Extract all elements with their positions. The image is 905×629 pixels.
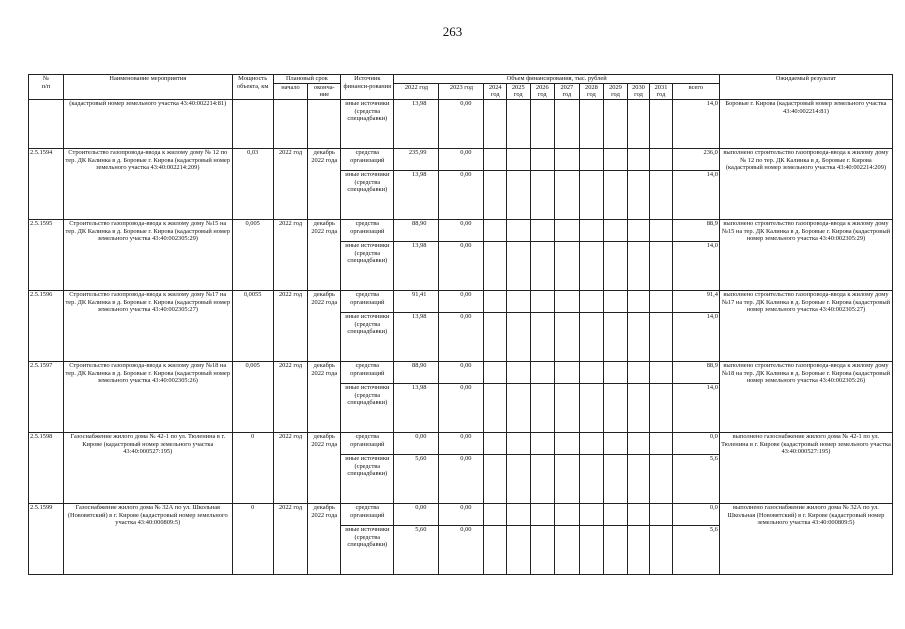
row-start: 2022 год: [273, 504, 308, 575]
row-num: 2.5.1595: [29, 220, 64, 291]
table-row: [29, 291, 893, 313]
header-year: 2026 год: [530, 83, 555, 99]
header-year: 2022 год: [394, 83, 439, 99]
row-org-total: 91,4: [672, 291, 719, 313]
table-row-continuation: [29, 100, 893, 149]
header-year: 2027 год: [555, 83, 580, 99]
row-other-2022: 13,98: [394, 313, 439, 362]
header-end: оконча-ние: [308, 83, 341, 99]
header-power: Мощность объекта, км: [232, 75, 273, 100]
row-other-2022: 5,60: [394, 526, 439, 575]
row-power: 0,03: [232, 149, 273, 220]
row-start: 2022 год: [273, 291, 308, 362]
row-org-2023: 0,00: [439, 433, 484, 455]
row-source-other: иные источники (средства спецнадбавки): [341, 526, 394, 575]
row-source-org: средства организаций: [341, 433, 394, 455]
row-end: декабрь 2022 года: [308, 504, 341, 575]
row-result: выполнено газоснабжение жилого дома № 42-1 по ул. Тюленина в г. Кирове (кадастровый номер земельного участка 43:40:000527:195): [719, 433, 892, 504]
table-row: [29, 149, 893, 171]
row-other-total: 14,0: [672, 171, 719, 220]
table-row: [29, 433, 893, 455]
row-name: Строительство газопровода-ввода к жилому дому № 12 по тер. ДК Калинка в д. Боровые г. Кирова (кадастровый номер земельного участка 43:40:002214:209): [63, 149, 232, 220]
header-num: № п/п: [29, 75, 64, 100]
table-row: [29, 220, 893, 242]
row-org-2022: 0,00: [394, 433, 439, 455]
row-result: выполнено строительство газопровода-ввода к жилому дому №17 на тер. ДК Калинка в д. Боровые г. Кирова (кадастровый номер земельного участка 43:40:002305:27): [719, 291, 892, 362]
row-start: 2022 год: [273, 220, 308, 291]
row-power: 0,005: [232, 362, 273, 433]
row-other-2023: 0,00: [439, 313, 484, 362]
row-other-2023: 0,00: [439, 171, 484, 220]
header-total: всего: [672, 83, 719, 99]
row-num: 2.5.1596: [29, 291, 64, 362]
row-other-total: 14,0: [672, 242, 719, 291]
row-source-org: средства организаций: [341, 291, 394, 313]
row-source-other: иные источники (средства спецнадбавки): [341, 455, 394, 504]
header-funding: Объем финансирования, тыс. рублей: [394, 75, 719, 84]
row-num: 2.5.1594: [29, 149, 64, 220]
header-year: 2029 год: [604, 83, 628, 99]
row-source-org: средства организаций: [341, 362, 394, 384]
row-org-2022: 88,90: [394, 220, 439, 242]
row-org-2023: 0,00: [439, 220, 484, 242]
row-org-total: 236,0: [672, 149, 719, 171]
row-end: декабрь 2022 года: [308, 291, 341, 362]
row-org-total: 0,0: [672, 504, 719, 526]
cont-source: иные источники (средства спецнадбавки): [341, 100, 394, 149]
row-power: 0: [232, 433, 273, 504]
cont-result: Боровые г. Кирова (кадастровый номер земельного участка 43:40:002214:81): [719, 100, 892, 149]
row-other-2022: 13,98: [394, 171, 439, 220]
row-org-2022: 0,00: [394, 504, 439, 526]
row-result: выполнено газоснабжение жилого дома № 32А по ул. Школьная (Нововятский) в г. Кирове (кадастровый номер земельного участка 43:40:000809:5): [719, 504, 892, 575]
row-source-org: средства организаций: [341, 220, 394, 242]
row-num: 2.5.1599: [29, 504, 64, 575]
row-name: Строительство газопровода-ввода к жилому дому №17 на тер. ДК Калинка в д. Боровые г. Кирова (кадастровый номер земельного участка 43:40:002305:27): [63, 291, 232, 362]
header-result: Ожидаемый результат: [719, 75, 892, 100]
row-source-org: средства организаций: [341, 149, 394, 171]
header-year: 2023 год: [439, 83, 484, 99]
row-other-2023: 0,00: [439, 455, 484, 504]
financing-table: [28, 74, 893, 575]
row-end: декабрь 2022 года: [308, 220, 341, 291]
row-power: 0: [232, 504, 273, 575]
row-end: декабрь 2022 года: [308, 149, 341, 220]
row-other-2022: 13,98: [394, 384, 439, 433]
row-end: декабрь 2022 года: [308, 433, 341, 504]
header-year: 2025 год: [506, 83, 530, 99]
row-other-2023: 0,00: [439, 384, 484, 433]
header-year: 2030 год: [627, 83, 650, 99]
cont-2022: 13,98: [394, 100, 439, 149]
row-start: 2022 год: [273, 362, 308, 433]
page-number: 263: [442, 24, 463, 39]
row-num: 2.5.1598: [29, 433, 64, 504]
row-org-total: 88,9: [672, 220, 719, 242]
row-name: Газоснабжение жилого дома № 32А по ул. Школьная (Нововятский) в г. Кирове (кадастровый номер земельного участка 43:40:000809:5): [63, 504, 232, 575]
row-name: Строительство газопровода-ввода к жилому дому №18 на тер. ДК Калинка в д. Боровые г. Кирова (кадастровый номер земельного участка 43:40:002305:26): [63, 362, 232, 433]
table-row: [29, 362, 893, 384]
row-source-other: иные источники (средства спецнадбавки): [341, 313, 394, 362]
row-other-2023: 0,00: [439, 242, 484, 291]
row-other-total: 5,6: [672, 526, 719, 575]
row-org-total: 0,0: [672, 433, 719, 455]
cont-2023: 0,00: [439, 100, 484, 149]
header-name: Наименование мероприятия: [63, 75, 232, 100]
row-name: Газоснабжение жилого дома № 42-1 по ул. Тюленина в г. Кирове (кадастровый номер земельного участка 43:40:000527:195): [63, 433, 232, 504]
row-org-2023: 0,00: [439, 504, 484, 526]
row-source-org: средства организаций: [341, 504, 394, 526]
row-other-total: 14,0: [672, 313, 719, 362]
table-body: [29, 100, 893, 575]
row-org-2023: 0,00: [439, 362, 484, 384]
cont-name: (кадастровый номер земельного участка 43:40:002214:81): [63, 100, 232, 149]
row-org-2022: 235,99: [394, 149, 439, 171]
row-start: 2022 год: [273, 433, 308, 504]
row-source-other: иные источники (средства спецнадбавки): [341, 171, 394, 220]
header-start: начало: [273, 83, 308, 99]
row-source-other: иные источники (средства спецнадбавки): [341, 384, 394, 433]
row-other-2023: 0,00: [439, 526, 484, 575]
row-other-2022: 13,98: [394, 242, 439, 291]
header-plan: Плановый срок: [273, 75, 341, 84]
row-start: 2022 год: [273, 149, 308, 220]
row-result: выполнено строительство газопровода-ввода к жилому дому № 12 по тер. ДК Калинка в д. Боровые г. Кирова (кадастровый номер земельного участка 43:40:002214:209): [719, 149, 892, 220]
header-year: 2031 год: [650, 83, 673, 99]
row-end: декабрь 2022 года: [308, 362, 341, 433]
row-org-2022: 88,90: [394, 362, 439, 384]
header-year: 2024 год: [484, 83, 507, 99]
row-power: 0,005: [232, 220, 273, 291]
row-result: выполнено строительство газопровода-ввода к жилому дому №15 на тер. ДК Калинка в д. Боровые г. Кирова (кадастровый номер земельного участка 43:40:002305:29): [719, 220, 892, 291]
cont-total: 14,0: [672, 100, 719, 149]
row-org-2023: 0,00: [439, 291, 484, 313]
row-org-2023: 0,00: [439, 149, 484, 171]
row-other-2022: 5,60: [394, 455, 439, 504]
row-other-total: 5,6: [672, 455, 719, 504]
header-source: Источник финанси-рования: [341, 75, 394, 100]
row-other-total: 14,0: [672, 384, 719, 433]
row-org-total: 88,9: [672, 362, 719, 384]
table-row: [29, 504, 893, 526]
row-result: выполнено строительство газопровода-ввода к жилому дому №18 на тер. ДК Калинка в д. Боровые г. Кирова (кадастровый номер земельного участка 43:40:002305:26): [719, 362, 892, 433]
row-name: Строительство газопровода-ввода к жилому дому №15 на тер. ДК Калинка в д. Боровые г. Кирова (кадастровый номер земельного участка 43:40:002305:29): [63, 220, 232, 291]
row-org-2022: 91,41: [394, 291, 439, 313]
row-source-other: иные источники (средства спецнадбавки): [341, 242, 394, 291]
row-power: 0,0055: [232, 291, 273, 362]
header-year: 2028 год: [579, 83, 604, 99]
row-num: 2.5.1597: [29, 362, 64, 433]
